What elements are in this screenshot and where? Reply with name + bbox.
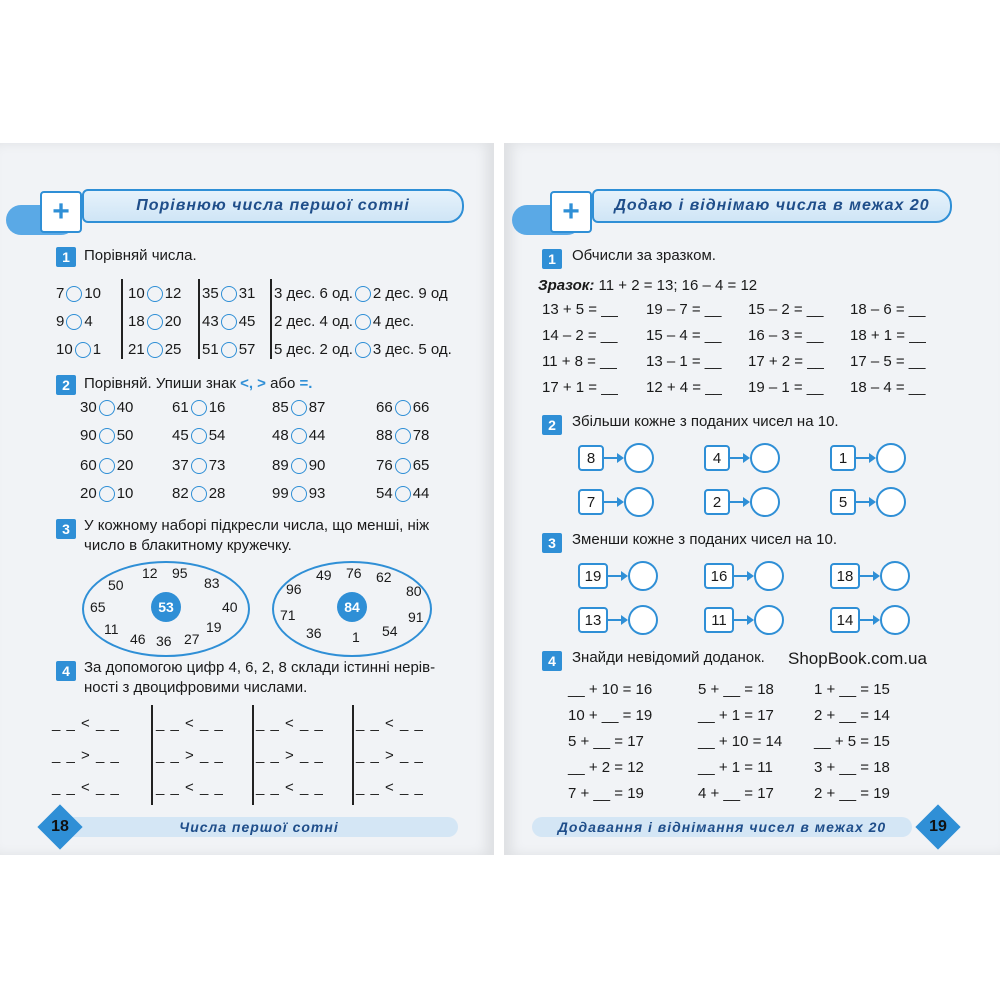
left-number: 5 дес. 2 од. <box>274 341 353 358</box>
right-number: 57 <box>238 341 256 358</box>
comparison <box>202 285 255 302</box>
right-number: 66 <box>412 399 430 416</box>
page-title: Додаю і віднімаю числа в межах 20 <box>592 189 952 223</box>
right-number: 54 <box>208 427 226 444</box>
exercise-task: Порівняй. Упиши знак <, > або =. <box>84 375 313 392</box>
left-number: 60 <box>80 457 97 474</box>
compare-circle <box>99 428 115 444</box>
compare-circle <box>395 458 411 474</box>
exercise-number: 1 <box>542 249 562 269</box>
oval-number: 54 <box>382 623 398 639</box>
oval-number: 62 <box>376 569 392 585</box>
left-number: 21 <box>128 341 145 358</box>
watermark: ShopBook.com.ua <box>788 649 927 668</box>
equation: 13 + 5 = __ <box>542 301 618 318</box>
left-number: 9 <box>56 313 65 330</box>
addend-equation: 3 + __ = 18 <box>814 759 890 776</box>
equation: 17 + 1 = __ <box>542 379 618 396</box>
arrow-icon <box>604 457 618 459</box>
left-number: 20 <box>80 485 97 502</box>
sample-line <box>538 277 757 294</box>
oval-number: 76 <box>346 565 362 581</box>
answer-circle <box>876 443 906 473</box>
addend-equation: __ + 1 = 11 <box>698 759 773 776</box>
compare-circle <box>395 486 411 502</box>
compare-circle <box>99 400 115 416</box>
oval-number: 91 <box>408 609 424 625</box>
right-number: 12 <box>164 285 182 302</box>
comparison <box>272 427 325 444</box>
comparison <box>80 485 133 502</box>
oval-number: 83 <box>204 575 220 591</box>
exercise-task: У кожному наборі підкресли числа, що менші, ніж <box>84 517 430 534</box>
compare-circle <box>291 486 307 502</box>
arrow-icon <box>856 457 870 459</box>
sample-text: 11 + 2 = 13; 16 – 4 = 12 <box>598 277 758 294</box>
compare-circle <box>147 286 163 302</box>
arrow-icon <box>860 619 874 621</box>
sample-label: Зразок: <box>538 277 595 294</box>
left-number: 43 <box>202 313 219 330</box>
arrow-icon <box>730 501 744 503</box>
oval-number: 46 <box>130 631 146 647</box>
arrow-icon <box>608 619 622 621</box>
equation: 17 + 2 = __ <box>748 353 824 370</box>
footer-title: Числа першої сотні <box>60 817 458 837</box>
compare-circle <box>147 314 163 330</box>
comparison <box>56 341 101 358</box>
left-number: 66 <box>376 399 393 416</box>
answer-circle <box>880 561 910 591</box>
left-number: 10 <box>56 341 73 358</box>
left-number: 45 <box>172 427 189 444</box>
oval-number: 19 <box>206 619 222 635</box>
divider <box>151 705 153 805</box>
comparison <box>172 399 225 416</box>
comparison <box>202 313 255 330</box>
compare-circle <box>191 400 207 416</box>
right-number: 10 <box>116 485 134 502</box>
footer-title: Додавання і віднімання чисел в межах 20 <box>532 817 912 837</box>
left-number: 37 <box>172 457 189 474</box>
oval-number: 96 <box>286 581 302 597</box>
number-box: 18 <box>830 563 860 589</box>
compare-circle <box>191 486 207 502</box>
answer-circle <box>880 605 910 635</box>
compare-circle <box>99 486 115 502</box>
right-number: 28 <box>208 485 226 502</box>
number-box: 11 <box>704 607 734 633</box>
answer-circle <box>750 487 780 517</box>
answer-circle <box>754 561 784 591</box>
left-number: 85 <box>272 399 289 416</box>
addend-equation: __ + 5 = 15 <box>814 733 890 750</box>
exercise-number: 4 <box>542 651 562 671</box>
inequality-blank: _ _ < _ _ <box>156 715 224 732</box>
left-number: 61 <box>172 399 189 416</box>
compare-circle <box>66 314 82 330</box>
right-number: 2 дес. 9 од <box>372 285 448 302</box>
compare-circle <box>99 458 115 474</box>
equation: 18 – 4 = __ <box>850 379 926 396</box>
addend-equation: __ + 10 = 16 <box>568 681 653 698</box>
comparison <box>272 457 325 474</box>
inequality-blank: _ _ < _ _ <box>356 715 424 732</box>
left-number: 35 <box>202 285 219 302</box>
left-number: 7 <box>56 285 65 302</box>
equation: 19 – 7 = __ <box>646 301 722 318</box>
left-number: 18 <box>128 313 145 330</box>
number-box: 8 <box>578 445 604 471</box>
oval-number: 11 <box>104 621 119 637</box>
oval-number: 50 <box>108 577 124 593</box>
oval-number: 1 <box>352 629 360 645</box>
plus-icon: + <box>40 191 82 233</box>
comparison <box>56 313 93 330</box>
inequality-blank: _ _ > _ _ <box>256 747 324 764</box>
comparison <box>202 341 255 358</box>
inequality-blank: _ _ > _ _ <box>356 747 424 764</box>
equation: 18 + 1 = __ <box>850 327 926 344</box>
compare-circle <box>221 314 237 330</box>
addend-equation: 4 + __ = 17 <box>698 785 774 802</box>
oval-number: 27 <box>184 631 200 647</box>
answer-circle <box>750 443 780 473</box>
divider <box>252 705 254 805</box>
addend-equation: 2 + __ = 19 <box>814 785 890 802</box>
answer-circle <box>624 443 654 473</box>
equation: 16 – 3 = __ <box>748 327 824 344</box>
oval-number: 71 <box>280 607 296 623</box>
answer-circle <box>754 605 784 635</box>
right-number: 44 <box>308 427 326 444</box>
compare-circle <box>355 342 371 358</box>
left-number: 3 дес. 6 од. <box>274 285 353 302</box>
left-page <box>0 143 494 855</box>
oval-number: 36 <box>156 633 172 649</box>
compare-circle <box>191 428 207 444</box>
compare-circle <box>291 458 307 474</box>
compare-circle <box>395 428 411 444</box>
comparison <box>376 457 429 474</box>
page-number-badge <box>37 804 82 849</box>
inequality-blank: _ _ < _ _ <box>52 715 120 732</box>
exercise-task-line2: ності з двоцифровими числами. <box>84 679 308 696</box>
number-box: 19 <box>578 563 608 589</box>
number-box: 2 <box>704 489 730 515</box>
arrow-icon <box>734 575 748 577</box>
addend-equation: 10 + __ = 19 <box>568 707 653 724</box>
right-number: 93 <box>308 485 326 502</box>
comparison <box>376 399 429 416</box>
left-number: 2 дес. 4 од. <box>274 313 353 330</box>
right-number: 20 <box>116 457 134 474</box>
comparison <box>128 313 181 330</box>
comparison <box>376 485 429 502</box>
right-number: 65 <box>412 457 430 474</box>
left-number: 88 <box>376 427 393 444</box>
inequality-blank: _ _ < _ _ <box>52 779 120 796</box>
right-number: 3 дес. 5 од. <box>372 341 452 358</box>
equation: 14 – 2 = __ <box>542 327 618 344</box>
right-number: 40 <box>116 399 134 416</box>
exercise-number: 3 <box>542 533 562 553</box>
arrow-icon <box>730 457 744 459</box>
comparison <box>274 313 414 330</box>
addend-equation: 5 + __ = 17 <box>568 733 644 750</box>
number-box: 16 <box>704 563 734 589</box>
inequality-blank: _ _ > _ _ <box>156 747 224 764</box>
arrow-icon <box>856 501 870 503</box>
right-number: 20 <box>164 313 182 330</box>
divider <box>121 279 123 359</box>
comparison <box>172 457 225 474</box>
exercise-task: Порівняй числа. <box>84 247 197 264</box>
equation: 19 – 1 = __ <box>748 379 824 396</box>
left-number: 48 <box>272 427 289 444</box>
comparison <box>80 399 133 416</box>
plus-icon: + <box>550 191 592 233</box>
left-number: 51 <box>202 341 219 358</box>
comparison <box>172 485 225 502</box>
compare-circle <box>395 400 411 416</box>
exercise-number: 4 <box>56 661 76 681</box>
arrow-icon <box>604 501 618 503</box>
left-number: 30 <box>80 399 97 416</box>
exercise-task: Зменши кожне з поданих чисел на 10. <box>572 531 838 548</box>
comparison <box>272 485 325 502</box>
highlighted-number: 53 <box>151 592 181 622</box>
number-box: 1 <box>830 445 856 471</box>
right-number: 4 дес. <box>372 313 415 330</box>
arrow-icon <box>734 619 748 621</box>
number-box: 7 <box>578 489 604 515</box>
oval-number: 40 <box>222 599 238 615</box>
page-number-badge <box>915 804 960 849</box>
addend-equation: 2 + __ = 14 <box>814 707 890 724</box>
exercise-number: 2 <box>56 375 76 395</box>
comparison <box>274 285 448 302</box>
exercise-number: 3 <box>56 519 76 539</box>
oval-number: 95 <box>172 565 188 581</box>
equation: 11 + 8 = __ <box>542 353 617 370</box>
comparison <box>376 427 429 444</box>
arrow-icon <box>860 575 874 577</box>
right-number: 25 <box>164 341 182 358</box>
compare-circle <box>75 342 91 358</box>
left-number: 76 <box>376 457 393 474</box>
equation: 12 + 4 = __ <box>646 379 722 396</box>
equation: 15 – 2 = __ <box>748 301 824 318</box>
compare-circle <box>355 314 371 330</box>
right-number: 50 <box>116 427 134 444</box>
right-number: 16 <box>208 399 226 416</box>
left-number: 99 <box>272 485 289 502</box>
equation: 18 – 6 = __ <box>850 301 926 318</box>
answer-circle <box>624 487 654 517</box>
left-number: 10 <box>128 285 145 302</box>
left-number: 54 <box>376 485 393 502</box>
number-box: 14 <box>830 607 860 633</box>
right-number: 73 <box>208 457 226 474</box>
comparison <box>128 341 181 358</box>
right-number: 4 <box>84 313 93 330</box>
equation: 13 – 1 = __ <box>646 353 722 370</box>
number-box: 5 <box>830 489 856 515</box>
oval-number: 65 <box>90 599 106 615</box>
answer-circle <box>876 487 906 517</box>
compare-circle <box>221 342 237 358</box>
comparison <box>274 341 452 358</box>
exercise-task: Знайди невідомий доданок. <box>572 649 765 666</box>
addend-equation: __ + 10 = 14 <box>698 733 783 750</box>
divider <box>270 279 272 359</box>
inequality-blank: _ _ < _ _ <box>356 779 424 796</box>
right-number: 78 <box>412 427 430 444</box>
compare-circle <box>191 458 207 474</box>
oval-number: 80 <box>406 583 422 599</box>
page-number: 18 <box>51 818 69 835</box>
page-number: 19 <box>929 818 947 835</box>
comparison <box>128 285 181 302</box>
right-number: 1 <box>92 341 102 358</box>
exercise-task: За допомогою цифр 4, 6, 2, 8 склади істинні нерів- <box>84 659 436 676</box>
right-number: 10 <box>84 285 102 302</box>
addend-equation: __ + 2 = 12 <box>568 759 644 776</box>
right-number: 87 <box>308 399 326 416</box>
number-box: 13 <box>578 607 608 633</box>
arrow-icon <box>608 575 622 577</box>
oval-number: 36 <box>306 625 322 641</box>
right-number: 45 <box>238 313 256 330</box>
left-number: 82 <box>172 485 189 502</box>
exercise-task: Збільши кожне з поданих чисел на 10. <box>572 413 839 430</box>
comparison <box>56 285 101 302</box>
oval-number: 12 <box>142 565 158 581</box>
right-number: 31 <box>238 285 256 302</box>
compare-circle <box>221 286 237 302</box>
divider <box>352 705 354 805</box>
exercise-task-line2: число в блакитному кружечку. <box>84 537 292 554</box>
inequality-blank: _ _ < _ _ <box>256 715 324 732</box>
number-box: 4 <box>704 445 730 471</box>
compare-circle <box>355 286 371 302</box>
right-page <box>504 143 1000 855</box>
addend-equation: 1 + __ = 15 <box>814 681 890 698</box>
inequality-blank: _ _ < _ _ <box>256 779 324 796</box>
inequality-blank: _ _ < _ _ <box>156 779 224 796</box>
compare-circle <box>147 342 163 358</box>
exercise-task: Обчисли за зразком. <box>572 247 716 264</box>
exercise-number: 2 <box>542 415 562 435</box>
compare-circle <box>291 400 307 416</box>
right-number: 90 <box>308 457 326 474</box>
answer-circle <box>628 605 658 635</box>
equation: 15 – 4 = __ <box>646 327 722 344</box>
comparison <box>80 427 133 444</box>
oval-number: 49 <box>316 567 332 583</box>
compare-circle <box>291 428 307 444</box>
page-title: Порівнюю числа першої сотні <box>82 189 464 223</box>
divider <box>198 279 200 359</box>
highlighted-number: 84 <box>337 592 367 622</box>
left-number: 89 <box>272 457 289 474</box>
answer-circle <box>628 561 658 591</box>
equation: 17 – 5 = __ <box>850 353 926 370</box>
addend-equation: 7 + __ = 19 <box>568 785 644 802</box>
addend-equation: __ + 1 = 17 <box>698 707 774 724</box>
compare-circle <box>66 286 82 302</box>
comparison <box>80 457 133 474</box>
addend-equation: 5 + __ = 18 <box>698 681 774 698</box>
inequality-blank: _ _ > _ _ <box>52 747 120 764</box>
right-number: 44 <box>412 485 430 502</box>
comparison <box>272 399 325 416</box>
left-number: 90 <box>80 427 97 444</box>
exercise-number: 1 <box>56 247 76 267</box>
comparison <box>172 427 225 444</box>
